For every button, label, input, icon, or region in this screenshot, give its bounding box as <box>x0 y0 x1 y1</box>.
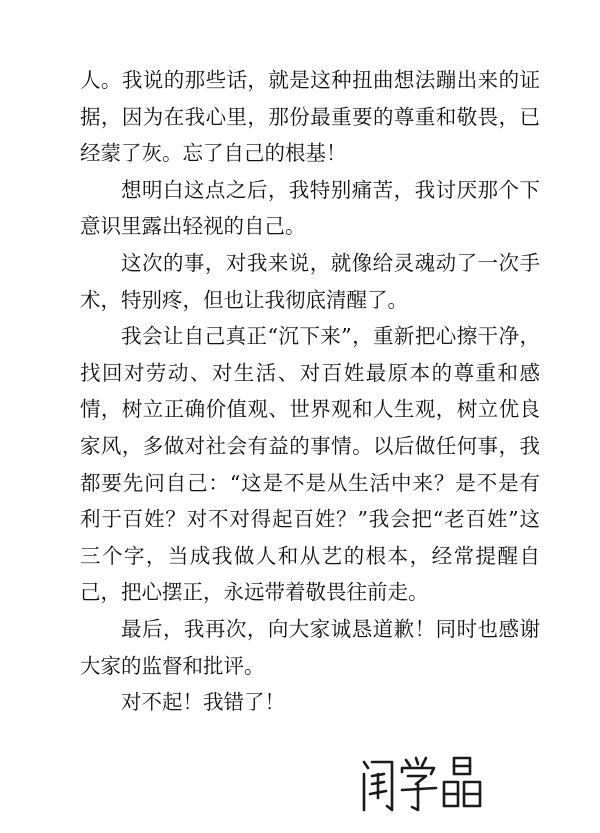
paragraph-2: 想明白这点之后，我特别痛苦，我讨厌那个下意识里露出轻视的自己。 <box>80 177 540 239</box>
letter-body <box>80 62 540 721</box>
paragraph-5: 最后，我再次，向大家诚恳道歉！同时也感谢大家的监督和批评。 <box>80 616 540 678</box>
signature-drawing <box>358 752 488 822</box>
handwritten-signature <box>358 752 488 822</box>
paragraph-3: 这次的事，对我来说，就像给灵魂动了一次手术，特别疼，但也让我彻底清醒了。 <box>80 250 540 312</box>
paragraph-1: 人。我说的那些话，就是这种扭曲想法蹦出来的证据，因为在我心里，那份最重要的尊重和敬畏，已经蒙了灰。忘了自己的根基！ <box>80 68 540 166</box>
paragraph-6: 对不起！我错了！ <box>121 690 285 715</box>
paragraph-4: 我会让自己真正“沉下来”，重新把心擦干净，找回对劳动、对生活、对百姓最原本的尊重和感情，树立正确价值观、世界观和人生观，树立优良家风，多做对社会有益的事情。以后做任何事，我都要先问自己：“这是不是从生活中来？是不是有利于百姓？对不对得起百姓？”我会把“老百姓”这三个字，当成我做人和从艺的根本，经常提醒自己，把心摆正，永远带着敬畏往前走。 <box>80 324 540 605</box>
